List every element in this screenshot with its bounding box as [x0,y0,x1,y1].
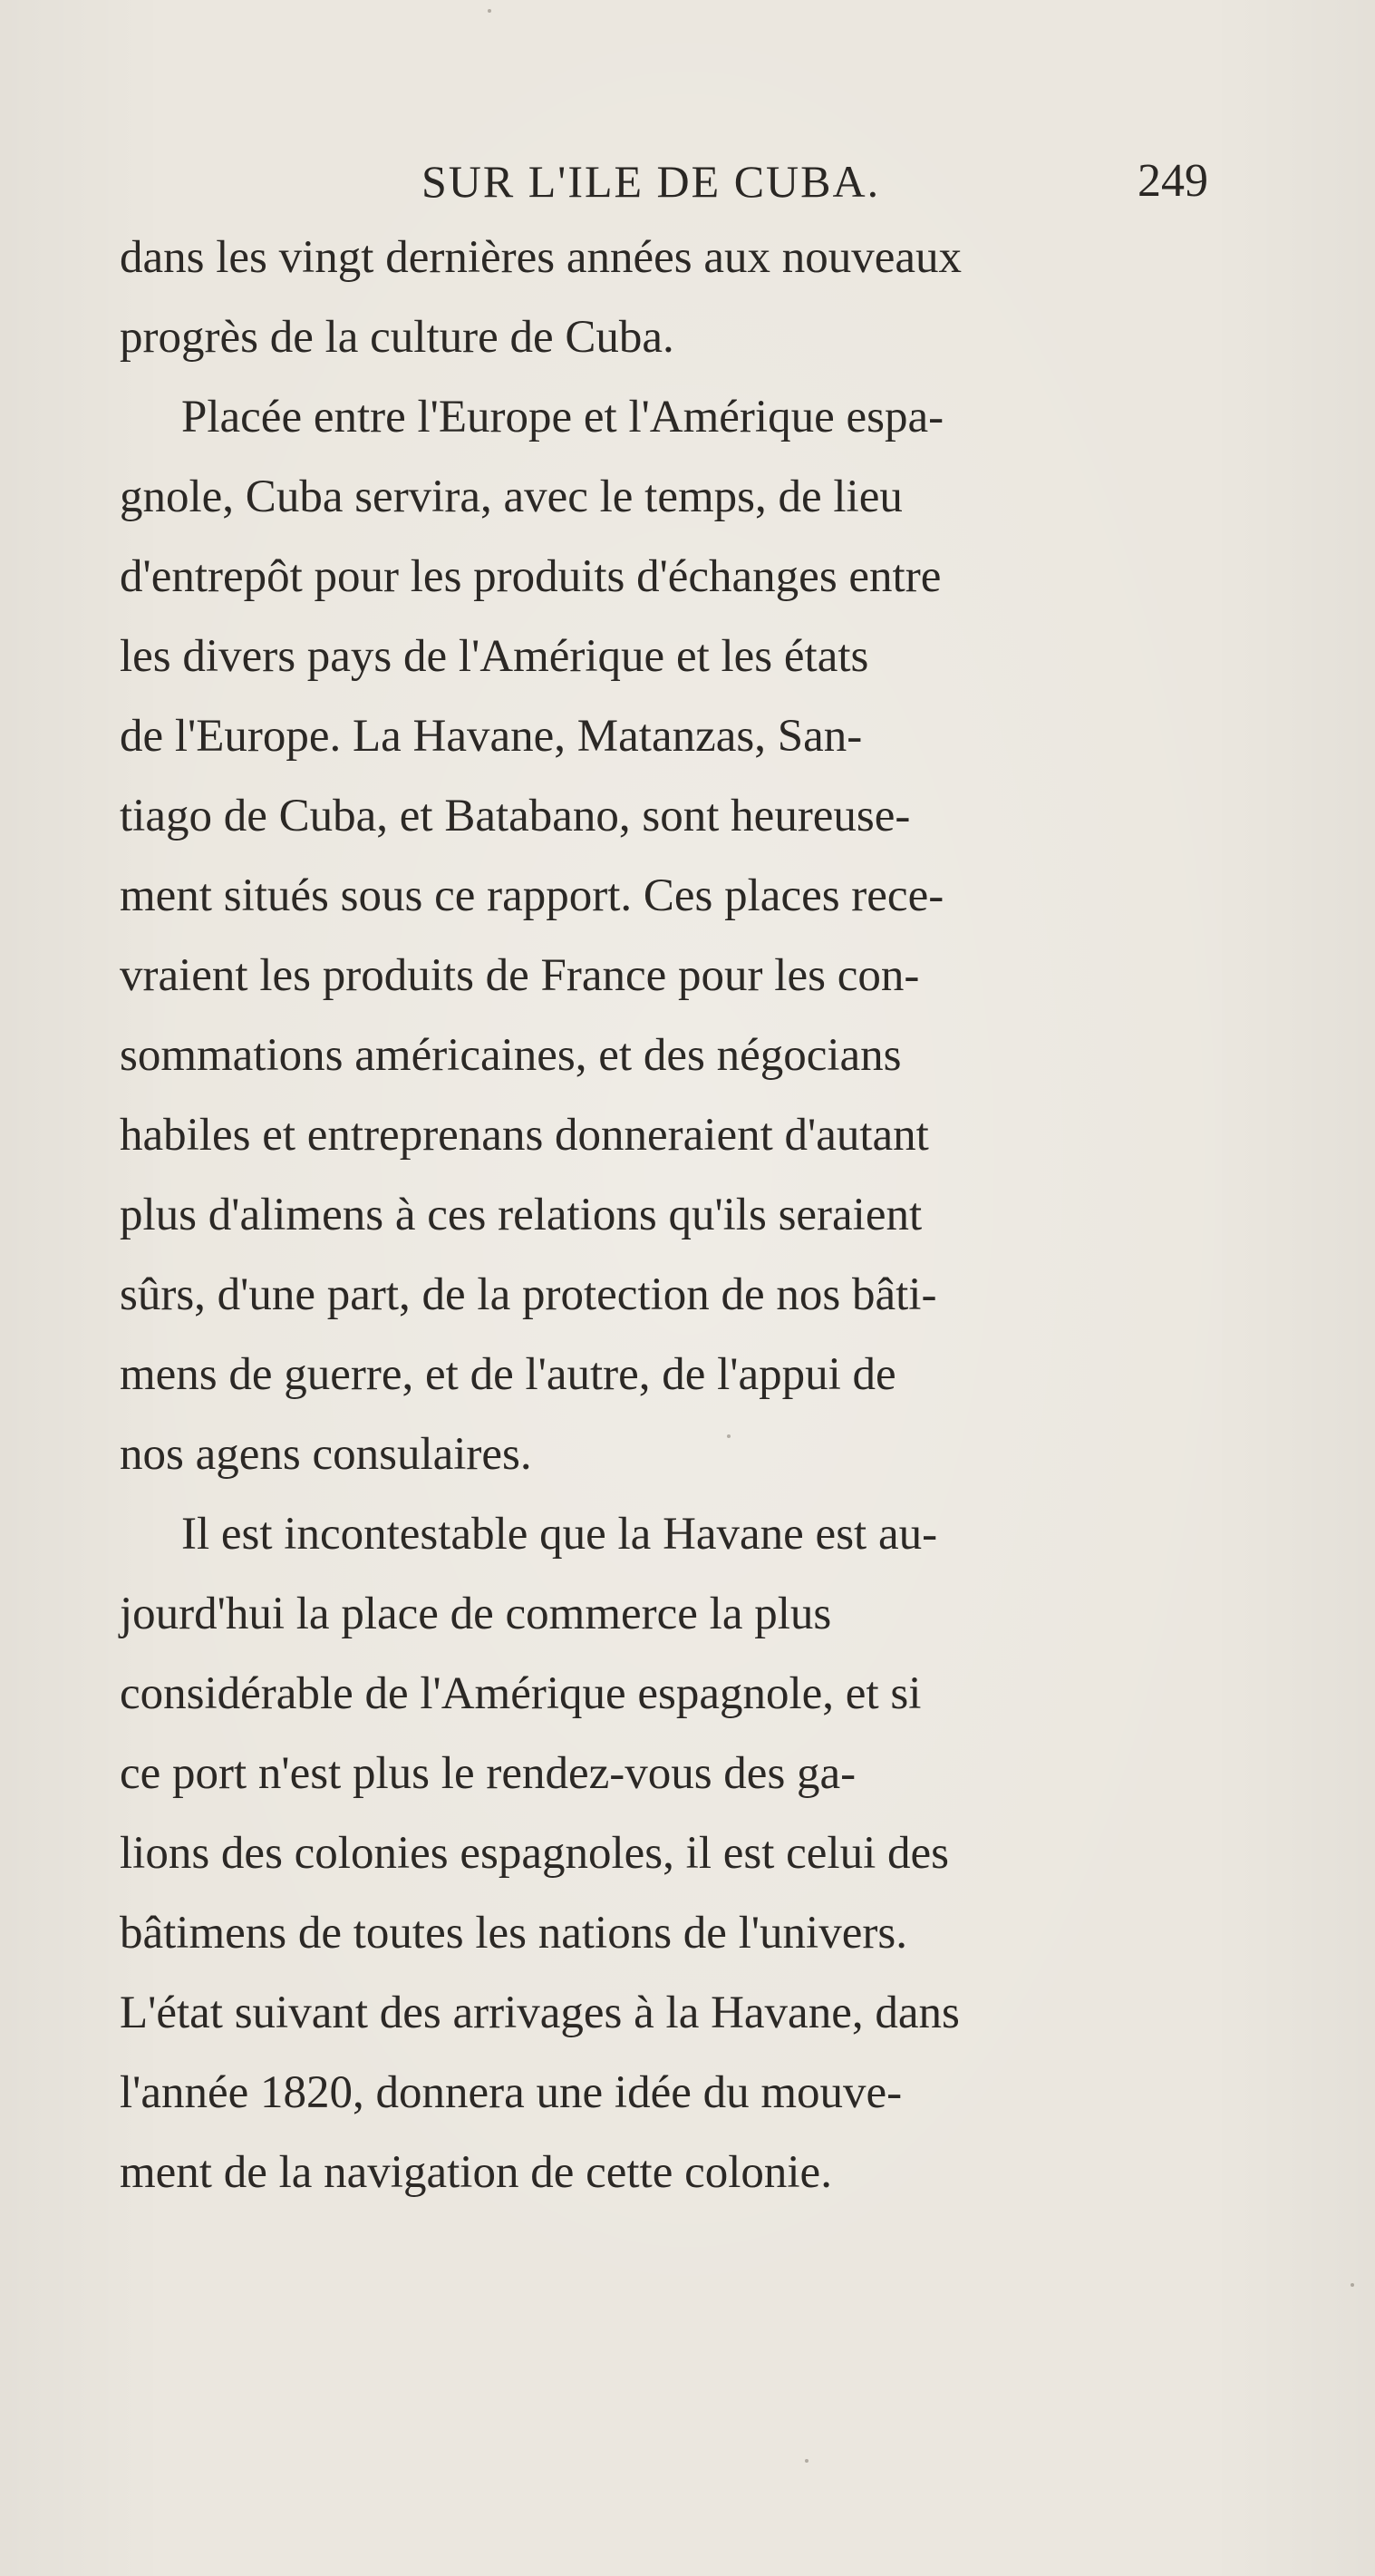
text-line: progrès de la culture de Cuba. [120,312,674,363]
text-line: plus d'alimens à ces relations qu'ils seraient [120,1190,923,1240]
text-line: les divers pays de l'Amérique et les états [120,631,869,682]
running-title: SUR L'ILE DE CUBA. [421,156,881,207]
text-line: d'entrepôt pour les produits d'échanges entre [120,551,942,602]
text-line: jourd'hui la place de commerce la plus [120,1589,832,1639]
text-line: gnole, Cuba servira, avec le temps, de lieu [120,471,903,522]
text-line: ment situés sous ce rapport. Ces places rece- [120,870,944,921]
page-number: 249 [1138,155,1208,207]
text-line: mens de guerre, et de l'autre, de l'appui de [120,1349,896,1400]
text-line: Il est incontestable que la Havane est au- [181,1509,938,1560]
text-line: nos agens consulaires. [120,1429,532,1480]
text-line: sommations américaines, et des négocians [120,1030,902,1081]
text-line: Placée entre l'Europe et l'Amérique espa- [181,392,944,442]
paper-speck [805,2459,809,2463]
text-line: ment de la navigation de cette colonie. [120,2147,832,2198]
text-line: lions des colonies espagnoles, il est celui des [120,1828,949,1879]
text-line: bâtimens de toutes les nations de l'univers. [120,1908,907,1959]
text-line: dans les vingt dernières années aux nouveaux [120,232,963,283]
body-text [0,218,1375,2267]
paper-speck [1351,2283,1354,2287]
text-line: l'année 1820, donnera une idée du mouve- [120,2067,903,2118]
paper-speck [727,1434,731,1438]
text-line: tiago de Cuba, et Batabano, sont heureuse- [120,791,911,841]
text-line: de l'Europe. La Havane, Matanzas, San- [120,711,863,762]
text-line: habiles et entreprenans donneraient d'autant [120,1110,929,1161]
text-line: L'état suivant des arrivages à la Havane, dans [120,1988,960,2038]
paper-speck [488,9,491,13]
text-line: ce port n'est plus le rendez-vous des ga- [120,1748,857,1799]
running-header [0,150,1375,213]
text-line: sûrs, d'une part, de la protection de nos bâti- [120,1269,937,1320]
text-line: vraient les produits de France pour les con- [120,950,920,1001]
text-line: considérable de l'Amérique espagnole, et si [120,1668,922,1719]
